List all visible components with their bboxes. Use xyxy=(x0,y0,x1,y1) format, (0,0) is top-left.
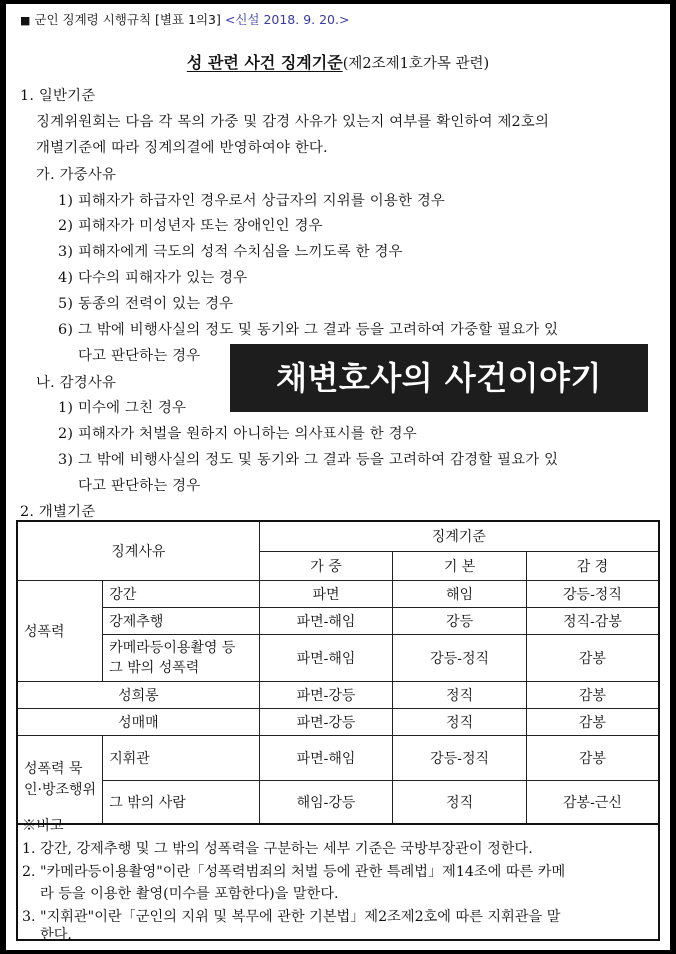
cell-mitigated: 감봉 xyxy=(526,736,659,781)
group-line-1: 성폭력 묵 xyxy=(24,760,83,777)
table-header-row xyxy=(17,521,659,551)
mitigating-item-3-cont: 다고 판단하는 경우 xyxy=(78,478,201,494)
table-row xyxy=(17,682,659,709)
header-reason: 징계사유 xyxy=(17,521,259,581)
cell-mitigated: 감봉-근신 xyxy=(526,781,659,825)
title-main: 성 관련 사건 징계기준 xyxy=(186,53,343,72)
cell-basic: 강등 xyxy=(393,608,527,635)
header-new-label: <신설 2018. 9. 20.> xyxy=(224,12,350,27)
document-header xyxy=(20,10,349,28)
table-row xyxy=(17,736,659,781)
header-aggravated: 가 중 xyxy=(259,551,393,580)
title-sub: (제2조제1호가목 관련) xyxy=(342,56,490,72)
mitigating-item-1: 1) 미수에 그친 경우 xyxy=(58,400,187,416)
intro-line-2: 개별기준에 따라 징계의결에 반영하여야 한다. xyxy=(36,140,328,156)
remarks-box xyxy=(16,811,660,941)
row-label xyxy=(103,635,259,682)
header-text: 군인 징계령 시행규칙 [별표 1의3] xyxy=(34,12,221,27)
table-row xyxy=(17,635,659,682)
group-line-2: 인·방조행위 xyxy=(24,781,97,798)
intro-line-1: 징계위원회는 다음 각 목의 가중 및 감경 사유가 있는지 여부를 확인하여 제2호의 xyxy=(36,114,550,130)
cell-basic: 정직 xyxy=(393,682,527,709)
cell-mitigated: 정직-감봉 xyxy=(526,608,659,635)
row-label: 그 밖의 사람 xyxy=(103,781,259,825)
aggravating-item-4: 4) 다수의 피해자가 있는 경우 xyxy=(58,270,248,286)
row-label: 성희롱 xyxy=(17,682,259,709)
header-mitigated: 감 경 xyxy=(526,551,659,580)
square-bullet-icon: ■ xyxy=(20,14,31,27)
remarks-heading: ※비고 xyxy=(22,818,64,834)
row-label: 지휘관 xyxy=(103,736,259,781)
row-label: 강간 xyxy=(103,581,259,608)
header-standard: 징계기준 xyxy=(259,521,659,551)
page-title xyxy=(6,50,670,73)
header-basic: 기 본 xyxy=(393,551,527,580)
section2-heading: 2. 개별기준 xyxy=(20,504,96,520)
cell-mitigated: 강등-정직 xyxy=(526,581,659,608)
cell-aggravated: 파면-해임 xyxy=(259,635,393,682)
aggravating-heading: 가. 가중사유 xyxy=(36,167,117,183)
cell-basic: 정직 xyxy=(393,709,527,736)
table-row xyxy=(17,709,659,736)
cell-aggravated: 파면-강등 xyxy=(259,682,393,709)
remark-line-2: 2. "카메라등이용촬영"이란「성폭력범죄의 처벌 등에 관한 특례법」제14조에 따른 카메 xyxy=(22,864,566,880)
mitigating-item-3: 3) 그 밖에 비행사실의 정도 및 동기와 그 결과 등을 고려하여 감경할 필요가 있 xyxy=(58,452,559,468)
remark-line-3-cont: 한다. xyxy=(40,927,72,943)
cell-basic: 정직 xyxy=(393,781,527,825)
discipline-standards-table xyxy=(16,520,660,825)
aggravating-item-1: 1) 피해자가 하급자인 경우로서 상급자의 지위를 이용한 경우 xyxy=(58,193,446,209)
table-row xyxy=(17,581,659,608)
cell-aggravated: 파면-해임 xyxy=(259,736,393,781)
cell-aggravated: 해임-강등 xyxy=(259,781,393,825)
row-label-line-2: 그 밖의 성폭력 xyxy=(109,660,200,676)
cell-aggravated: 파면-해임 xyxy=(259,608,393,635)
watermark-banner: 채변호사의 사건이야기 xyxy=(230,344,648,412)
cell-aggravated: 파면-강등 xyxy=(259,709,393,736)
remark-line-2-cont: 라 등을 이용한 촬영(미수를 포함한다)을 말한다. xyxy=(40,886,339,902)
document-page xyxy=(6,4,670,950)
group-sexual-violence: 성폭력 xyxy=(17,581,103,682)
remark-line-3: 3. "지휘관"이란「군인의 지위 및 복무에 관한 기본법」제2조제2호에 따른 지휘관을 말 xyxy=(22,909,561,925)
row-label: 성매매 xyxy=(17,709,259,736)
cell-aggravated: 파면 xyxy=(259,581,393,608)
table-row xyxy=(17,608,659,635)
row-label: 강제추행 xyxy=(103,608,259,635)
section1-heading: 1. 일반기준 xyxy=(20,88,96,104)
cell-basic: 강등-정직 xyxy=(393,736,527,781)
aggravating-item-6-cont: 다고 판단하는 경우 xyxy=(78,348,201,364)
mitigating-heading: 나. 감경사유 xyxy=(36,375,117,391)
cell-basic: 강등-정직 xyxy=(393,635,527,682)
aggravating-item-5: 5) 동종의 전력이 있는 경우 xyxy=(58,296,234,312)
aggravating-item-2: 2) 피해자가 미성년자 또는 장애인인 경우 xyxy=(58,218,323,234)
row-label-line-1: 카메라등이용촬영 등 xyxy=(109,640,236,656)
cell-mitigated: 감봉 xyxy=(526,682,659,709)
aggravating-item-3: 3) 피해자에게 극도의 성적 수치심을 느끼도록 한 경우 xyxy=(58,244,403,260)
aggravating-item-6: 6) 그 밖에 비행사실의 정도 및 동기와 그 결과 등을 고려하여 가중할 필요가 있 xyxy=(58,322,559,338)
remark-line-1: 1. 강간, 강제추행 및 그 밖의 성폭력을 구분하는 세부 기준은 국방부장관이 정한다. xyxy=(22,841,533,857)
cell-mitigated: 감봉 xyxy=(526,709,659,736)
mitigating-item-2: 2) 피해자가 처벌을 원하지 아니하는 의사표시를 한 경우 xyxy=(58,426,417,442)
cell-basic: 해임 xyxy=(393,581,527,608)
cell-mitigated: 감봉 xyxy=(526,635,659,682)
